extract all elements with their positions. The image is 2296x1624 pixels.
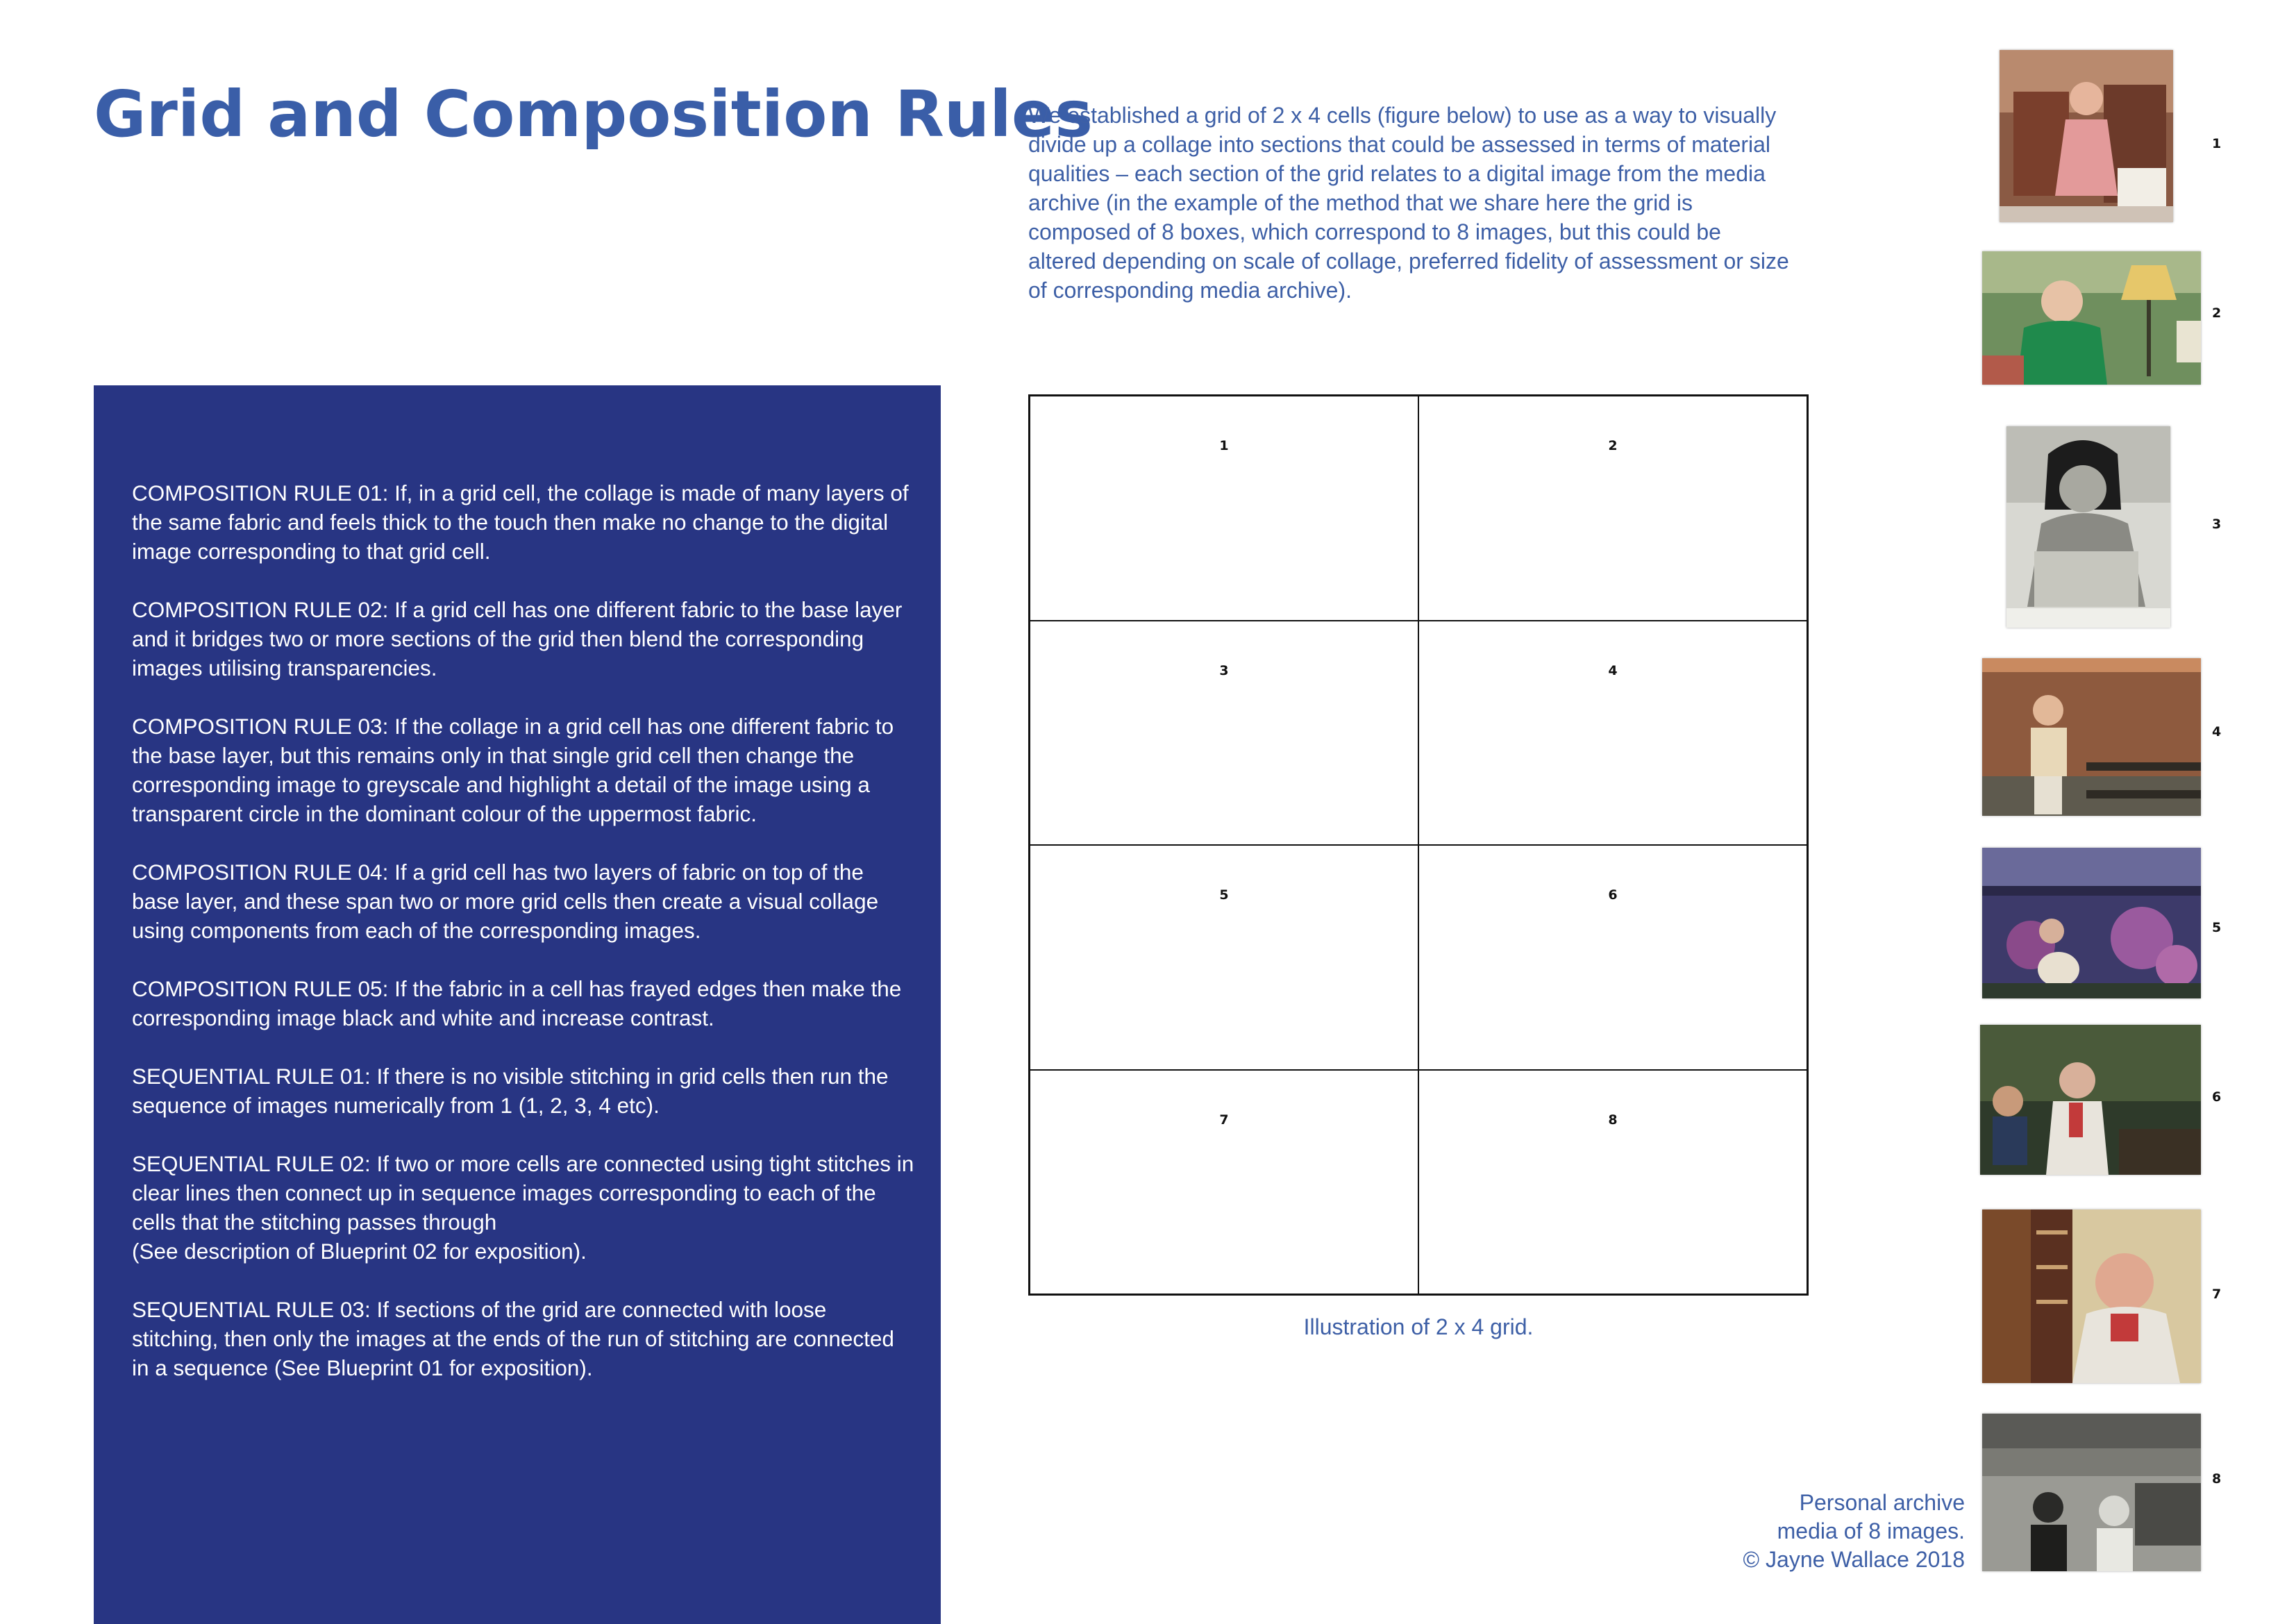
archive-photo-4: [1982, 658, 2201, 816]
archive-photo-8: [1982, 1414, 2201, 1571]
grid-cell-number: 3: [1219, 662, 1229, 678]
archive-photo-2: [1982, 251, 2201, 385]
composition-rule-04: COMPOSITION RULE 04: If a grid cell has two layers of fabric on top of the base layer, and these span two or more grid cells then create a visual collage using components from each of the corresponding images.: [132, 860, 879, 943]
composition-rule-05: COMPOSITION RULE 05: If the fabric in a cell has frayed edges then make the corresponding image black and white and increase contrast.: [132, 976, 902, 1030]
archive-photo-6: [1980, 1025, 2201, 1175]
archive-photo-3: [2006, 426, 2170, 628]
grid-cell-number: 5: [1219, 887, 1229, 903]
sequential-rule-02: SEQUENTIAL RULE 02: If two or more cells are connected using tight stitches in clear lines then connect up in sequence images corresponding to each of the cells that the stitching passes through (See description of Blueprint 02 for exposition).: [132, 1151, 914, 1264]
sequential-rule-03: SEQUENTIAL RULE 03: If sections of the grid are connected with loose stitching, then only the images at the ends of the run of stitching are connected in a sequence (See Blueprint 01 for exposition).: [132, 1297, 894, 1380]
grid-cell: [1030, 396, 1418, 621]
grid-caption: Illustration of 2 x 4 grid.: [1303, 1314, 1534, 1339]
grid-cell-number: 7: [1219, 1112, 1229, 1128]
archive-photo-number: 1: [2212, 136, 2222, 151]
archive-photo-number: 7: [2212, 1287, 2222, 1302]
grid-cell-number: 2: [1608, 438, 1618, 453]
archive-photo-number: 4: [2212, 724, 2222, 739]
archive-photo-number: 6: [2212, 1089, 2222, 1105]
intro-paragraph: We established a grid of 2 x 4 cells (figure below) to use as a way to visually divide up a collage into sections that could be assessed in terms of material qualities – each section of the grid relates to a digital image from the media archive (in the example of the method that we share here the grid is composed of 8 boxes, which correspond to 8 images, but this could be altered depending on scale of collage, preferred fidelity of assessment or size of corresponding media archive).: [1028, 103, 1789, 303]
composition-rule-03: COMPOSITION RULE 03: If the collage in a grid cell has one different fabric to the base layer, but this remains only in that single grid cell then change the corresponding image to greyscale and highlight a detail of the image using a transparent circle in the dominant colour of the uppermost fabric.: [132, 714, 894, 826]
archive-photo-5: [1982, 848, 2201, 998]
rules-list: [132, 478, 916, 1412]
grid-cell: [1030, 845, 1418, 1070]
archive-photo-1: [2000, 50, 2173, 222]
grid-cell-number: 1: [1219, 438, 1229, 453]
grid-cell-number: 4: [1608, 662, 1618, 678]
archive-credit: Personal archive media of 8 images. © Jayne Wallace 2018: [1743, 1490, 1965, 1572]
archive-photo-number: 2: [2212, 305, 2222, 321]
page-title: Grid and Composition Rules: [94, 77, 1093, 151]
grid-cell: [1030, 621, 1418, 846]
grid-cell: [1418, 621, 1807, 846]
archive-photo-number: 3: [2212, 517, 2222, 532]
archive-photo-number: 8: [2212, 1471, 2222, 1487]
grid-cell: [1418, 845, 1807, 1070]
archive-photo-7: [1982, 1209, 2201, 1383]
grid-cell: [1030, 1070, 1418, 1295]
grid-illustration: [1028, 394, 1809, 1296]
archive-photo-number: 5: [2212, 920, 2222, 935]
composition-rule-01: COMPOSITION RULE 01: If, in a grid cell, the collage is made of many layers of the same fabric and feels thick to the touch then make no change to the digital image corresponding to that grid cell.: [132, 480, 909, 564]
grid-cell: [1418, 396, 1807, 621]
rules-panel: [94, 385, 941, 1624]
sequential-rule-01: SEQUENTIAL RULE 01: If there is no visible stitching in grid cells then run the sequence of images numerically from 1 (1, 2, 3, 4 etc).: [132, 1064, 889, 1118]
grid-cell-number: 6: [1608, 887, 1618, 903]
grid-cell: [1418, 1070, 1807, 1295]
grid-cell-number: 8: [1608, 1112, 1618, 1128]
composition-rule-02: COMPOSITION RULE 02: If a grid cell has one different fabric to the base layer and it bridges two or more sections of the grid then blend the corresponding images utilising transparencies.: [132, 597, 903, 680]
